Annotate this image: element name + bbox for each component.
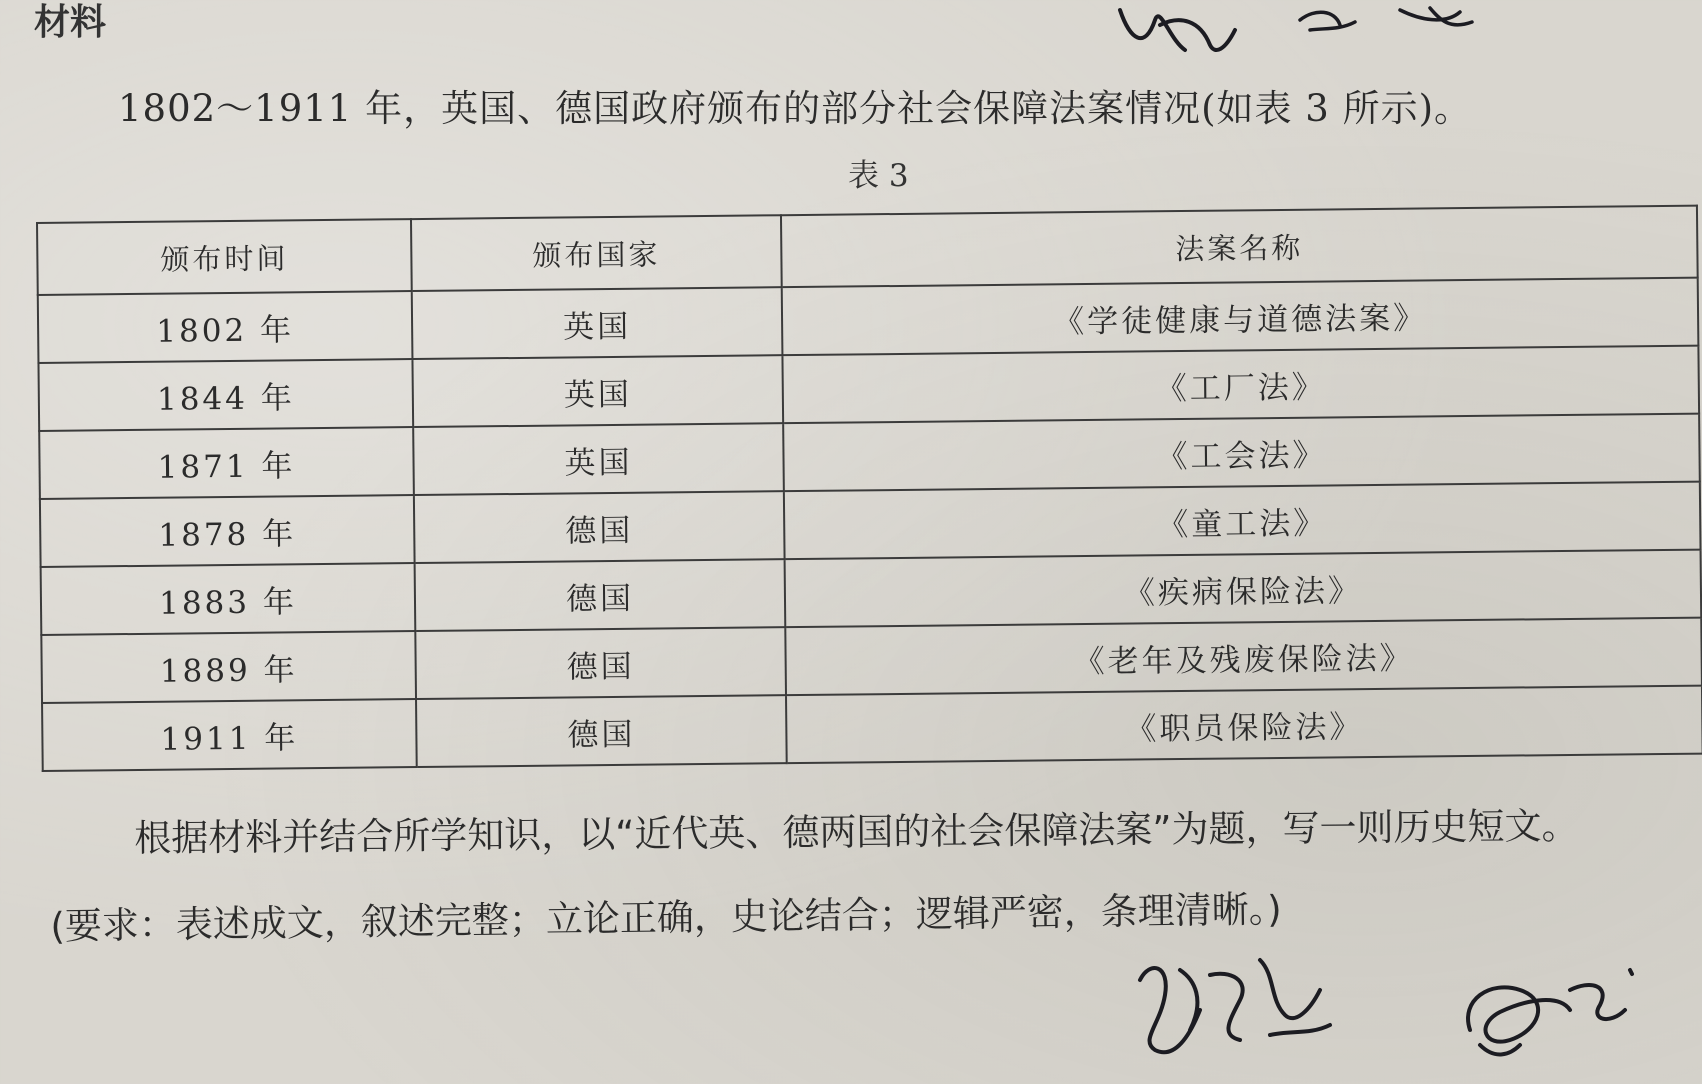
cell-law: 《学徒健康与道德法案》 [782,278,1699,356]
cell-country: 英国 [413,423,784,495]
material-label: 材料 [34,2,107,43]
question-requirement: (要求：表述成文，叙述完整；立论正确，史论结合；逻辑严密，条理清晰。) [50,887,1282,948]
cell-country: 德国 [414,491,785,563]
top-handwriting-scribble [1100,0,1520,70]
cell-country: 英国 [412,287,783,359]
law-table [36,205,1702,772]
cell-country: 英国 [412,355,783,427]
header-law: 法案名称 [781,206,1698,288]
signature-left [1120,940,1350,1070]
header-time: 颁布时间 [37,219,412,295]
cell-law: 《老年及残废保险法》 [785,618,1702,696]
question-prompt: 根据材料并结合所学知识，以“近代英、德两国的社会保障法案”为题，写一则历史短文。 [134,804,1579,860]
signature-right [1450,950,1650,1070]
cell-law: 《童工法》 [784,482,1701,560]
cell-time: 1883 年 [41,563,416,635]
cell-time: 1911 年 [42,699,417,771]
material-intro: 1802～1911 年，英国、德国政府颁布的部分社会保障法案情况(如表 3 所示)。 [118,87,1473,130]
table-caption: 表 3 [848,158,909,194]
cell-country: 德国 [415,627,786,699]
cell-country: 德国 [415,559,786,631]
cell-time: 1878 年 [40,495,415,567]
cell-time: 1844 年 [38,359,413,431]
cell-time: 1802 年 [38,291,413,363]
cell-law: 《疾病保险法》 [785,550,1702,628]
cell-law: 《职员保险法》 [786,686,1702,764]
cell-time: 1871 年 [39,427,414,499]
cell-time: 1889 年 [41,631,416,703]
cell-country: 德国 [416,695,787,767]
cell-law: 《工厂法》 [782,346,1699,424]
cell-law: 《工会法》 [783,414,1700,492]
header-country: 颁布国家 [411,215,782,291]
